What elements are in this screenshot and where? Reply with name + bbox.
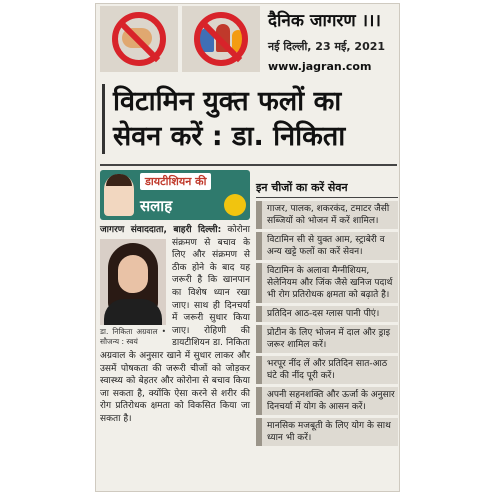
tip-item: प्रोटीन के लिए भोजन में दाल और ड्राइ जरूर शामिल करें। <box>256 325 398 353</box>
badge-bottom-text: सलाह <box>140 197 173 215</box>
tips-title: इन चीजों का करें सेवन <box>256 180 398 198</box>
article-dateline: जागरण संवाददाता, बाहरी दिल्ली: <box>100 225 222 235</box>
tip-item: भरपूर नींद लें और प्रतिदिन सात-आठ घंटे की नींद पूरी करें। <box>256 356 398 384</box>
tip-item: प्रतिदिन आठ-दस ग्लास पानी पीएं। <box>256 306 398 322</box>
tips-column <box>256 180 398 449</box>
divider <box>100 164 397 166</box>
author-photo <box>100 239 166 325</box>
tip-item: विटामिन सी से युक्त आम, स्ट्राबेरी व अन्य खट्टे फलों का करें सेवन। <box>256 232 398 260</box>
tip-item: गाजर, पालक, शकरकंद, टमाटर जैसी सब्जियों को भोजन में करें शामिल। <box>256 201 398 229</box>
doctor-avatar-icon <box>104 174 134 216</box>
author-photo-block <box>100 239 166 347</box>
newspaper-name: दैनिक जागरण ।।। <box>268 11 381 31</box>
article-column <box>100 170 250 426</box>
newspaper-clipping <box>95 3 400 492</box>
article-text: कोरोना संक्रमण से बचाव के लिए और संक्रमण से ठीक होने के बाद यह जरूरी है कि खानपान का विशेष ध्यान रखा जाए। साथ ही दिनचर्या में जरूरी सुधार किया जाए। रोहिणी की डायटीशियन डा. निकिता अग्रवाल के अनुसार खाने में सुधार लाकर और उसमें पोषकता की जरूरी चीजों को जोड़कर स्वास्थ्य को बेहतर और कोरोना से बचाव किया जा सकता है, क्योंकि ऐसा करने से शरीर की रोग प्रतिरोधक क्षमता को विकसित किया जा सकता है। <box>100 225 250 424</box>
website-url: www.jagran.com <box>268 60 372 73</box>
photo-caption: डा. निकिता अग्रवाल • सौजन्य : स्वयं <box>100 326 166 346</box>
no-handshake-icon <box>100 6 178 72</box>
masthead <box>268 8 398 73</box>
dietitian-advice-badge <box>100 170 250 220</box>
dateline: नई दिल्ली, 23 मई, 2021 <box>268 40 386 53</box>
vegetable-icon <box>224 194 246 216</box>
headline: विटामिन युक्त फलों का सेवन करें : डा. निकिता <box>102 84 397 154</box>
top-strip <box>96 4 400 78</box>
no-crowd-icon <box>182 6 260 72</box>
badge-top-text: डायटीशियन की <box>140 173 211 190</box>
tip-item: मानसिक मजबूती के लिए योग के साथ ध्यान भी करें। <box>256 418 398 446</box>
tip-item: विटामिन के अलावा मैग्नीशियम, सेलेनियम और जिंक जैसे खनिज पदार्थ भी रोग प्रतिरोधक क्षमता को बढ़ाते है। <box>256 263 398 303</box>
tip-item: अपनी सहनशक्ति और ऊर्जा के अनुसार दिनचर्या में योग के आसन करें। <box>256 387 398 415</box>
article-body <box>100 224 250 426</box>
